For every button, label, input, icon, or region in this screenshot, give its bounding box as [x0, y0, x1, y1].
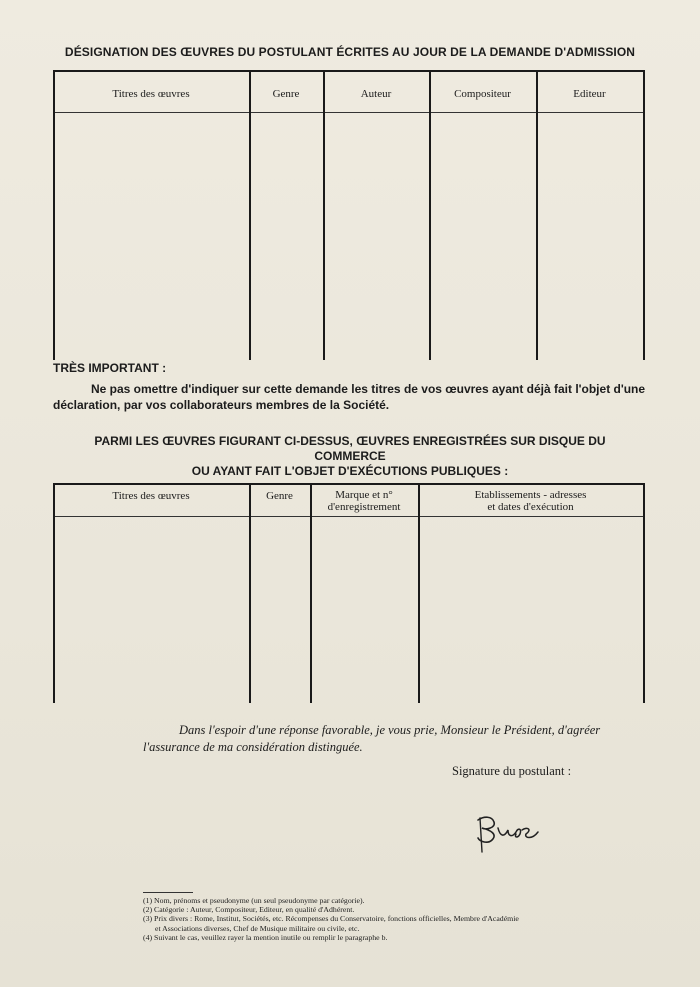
- important-text: Ne pas omettre d'indiquer sur cette demande les titres de vos œuvres ayant déjà fait l'objet d'une déclaration, par vos collaborateurs membres de la Société.: [53, 382, 646, 412]
- recorded-table-border-right: [643, 485, 645, 703]
- works-col-genre: Genre: [272, 88, 300, 100]
- section1-title: DÉSIGNATION DES ŒUVRES DU POSTULANT ÉCRITES AU JOUR DE LA DEMANDE D'ADMISSION: [64, 45, 636, 59]
- signature-label: Signature du postulant :: [452, 764, 572, 778]
- recorded-col-genre: Genre: [266, 490, 293, 502]
- works-table-divider: [323, 72, 325, 360]
- section2-title: [60, 434, 640, 479]
- recorded-col-titles: Titres des œuvres: [112, 490, 190, 502]
- closing-paragraph: Dans l'espoir d'une réponse favorable, je vous prie, Monsieur le Président, d'agréer l'assurance de ma considération distinguée.: [143, 723, 601, 754]
- works-col-titles: Titres des œuvres: [112, 88, 190, 100]
- handwritten-signature: [470, 808, 550, 861]
- recorded-col-venues: Etablissements - adresses et dates d'exécution: [474, 489, 587, 513]
- footnote-4: (4) Suivant le cas, veuillez rayer la mention inutile ou remplir le paragraphe b.: [143, 932, 388, 942]
- works-col-publisher: Editeur: [573, 88, 606, 100]
- section2-title-line2: OU AYANT FAIT L'OBJET D'EXÉCUTIONS PUBLIQUES :: [191, 464, 509, 478]
- works-col-composer: Compositeur: [454, 88, 511, 100]
- works-table-divider: [249, 72, 251, 360]
- works-table-border-right: [643, 72, 645, 360]
- footnote-1: (1) Nom, prénoms et pseudonyme (un seul pseudonyme par catégorie).: [143, 896, 365, 905]
- footnote-3-continued: et Associations diverses, Chef de Musique militaire ou civile, etc.: [155, 923, 360, 933]
- important-title: TRÈS IMPORTANT :: [53, 361, 167, 375]
- works-table-border-left: [53, 72, 55, 360]
- recorded-table-divider: [249, 485, 251, 703]
- recorded-table-divider: [418, 485, 420, 703]
- works-table: [53, 70, 645, 360]
- recorded-table-divider: [310, 485, 312, 703]
- footnotes: [143, 896, 653, 942]
- section2-title-line1: PARMI LES ŒUVRES FIGURANT CI-DESSUS, ŒUVRES ENREGISTRÉES SUR DISQUE DU COMMERCE: [94, 434, 606, 463]
- recorded-col-label: Marque et n° d'enregistrement: [327, 489, 401, 513]
- works-table-divider: [536, 72, 538, 360]
- recorded-table-border-left: [53, 485, 55, 703]
- footnote-3: (3) Prix divers : Rome, Institut, Sociétés, etc. Récompenses du Conservatoire, fonctions officielles, Membre d'Académie: [143, 914, 519, 924]
- works-table-divider: [429, 72, 431, 360]
- recorded-works-table: [53, 483, 645, 703]
- footnote-rule: [143, 892, 193, 893]
- footnote-2: (2) Catégorie : Auteur, Compositeur, Editeur, en qualité d'Adhérent.: [143, 905, 355, 915]
- works-col-author: Auteur: [360, 88, 392, 100]
